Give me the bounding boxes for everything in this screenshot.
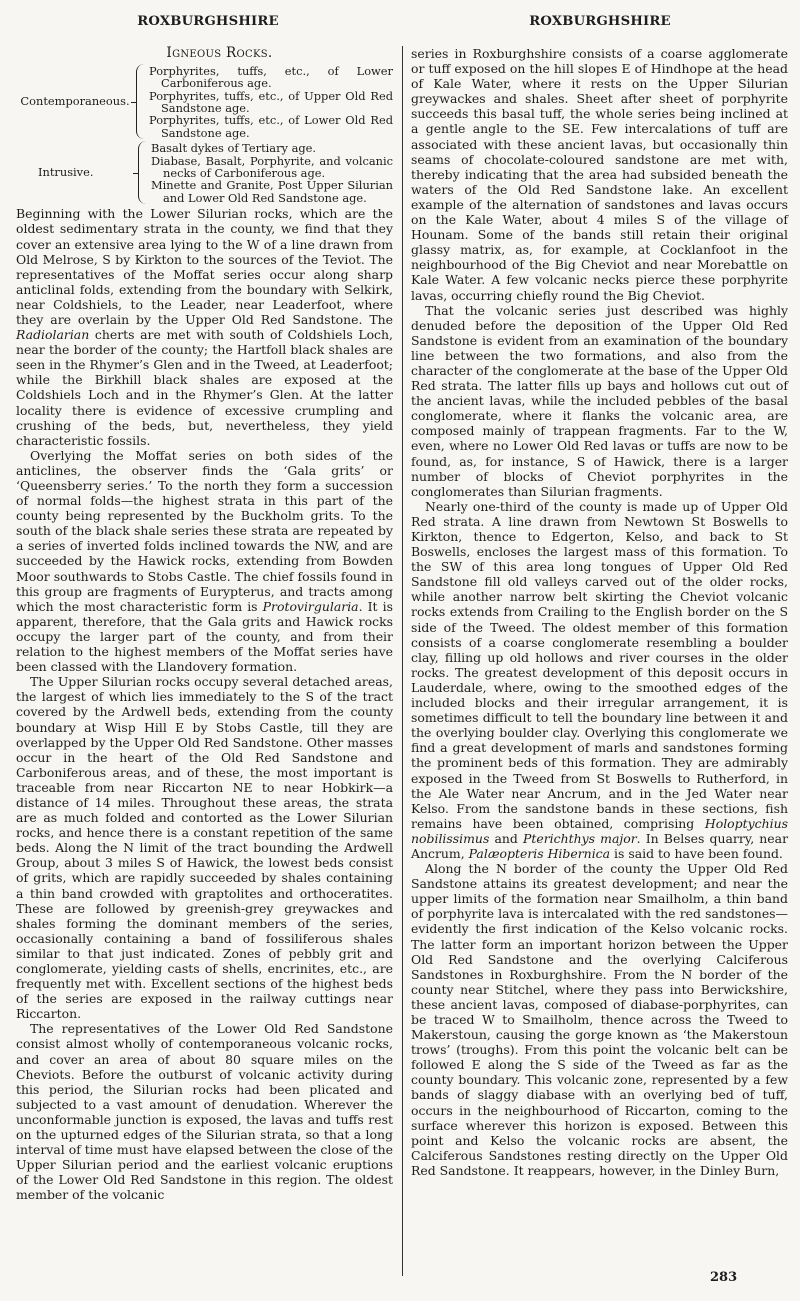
- paragraph-gala-grits: Overlying the Moffat series on both sides of the anticlines, the observer finds the ‘Gala grits’ or ‘Queensberry series.’ To the north they form a succession of normal folds—the highest strata in this part of the county being represented by the Buckholm grits. To the south of the black shale series these strata are repeated by a series of inverted folds inclined towards the NW, and are succeeded by the Hawick rocks, extending from Bowden Moor southwards to Stobs Castle. The chief fossils found in this group are fragments of Eurypterus, and tracts among which the most characteristic form is Protovirgularia. It is apparent, therefore, that the Gala grits and Hawick rocks occupy the larger part of the county, and from their relation to the highest members of the Moffat series have been classed with the Llandovery formation.: [16, 447, 393, 675]
- group-label: Intrusive.: [38, 165, 94, 180]
- igneous-item: Porphyrites, tuffs, etc., of Lower Carboniferous age.: [149, 63, 393, 90]
- igneous-group-intrusive: [16, 141, 393, 204]
- brace-icon: [138, 141, 149, 204]
- paragraph-denudation: That the volcanic series just described was highly denuded before the deposition of the Upper Old Red Sandstone is evident from an examination of the boundary line between the two formations, and also from the character of the conglomerate at the base of the Upper Old Red strata. The latter fills up bays and hollows cut out of the ancient lavas, while the included pebbles of the basal conglomerate, where it flanks the volcanic area, are composed mainly of trappean fragments. Far to the W, even, where no Lower Old Red lavas or tuffs are now to be found, as, for instance, S of Hawick, there is a larger number of blocks of Cheviot porphyrites in the conglomerates than Silurian fragments.: [411, 302, 788, 499]
- group-label: Contemporaneous.: [20, 94, 130, 109]
- column-divider: [402, 46, 403, 1276]
- igneous-rocks-title: Igneous Rocks.: [166, 45, 273, 61]
- igneous-group-contemporaneous: [16, 64, 393, 139]
- paragraph-volcanic-series: series in Roxburghshire consists of a coarse agglomerate or tuff exposed on the hill slopes E of Hindhope at the head of Kale Water, where it rests on the Upper Silurian greywackes and shales. Sheet after sheet of porphyrite succeeds this basal tuff, the whole series being inclined at a gentle angle to the SE. Few intercalations of tuff are associated with these ancient lavas, but occasionally thin seams of chocolate-coloured sandstone are met with, thereby indicating that the area had subsided beneath the waters of the Old Red Sandstone lake. An excellent example of the alternation of sandstones and lavas occurs on the Kale Water, about 4 miles S of the village of Hounam. Some of the bands still retain their original glassy matrix, as, for example, at Cocklanfoot in the neighbourhood of the Big Cheviot and near Morebattle on Kale Water. A few volcanic necks pierce these porphyrite lavas, occurring chiefly round the Big Cheviot.: [411, 46, 788, 303]
- paragraph-lower-silurian: Beginning with the Lower Silurian rocks, which are the oldest sedimentary strata in the county, we find that they cover an extensive area lying to the W of a line drawn from Old Melrose, S by Kirkton to the sources of the Teviot. The representatives of the Moffat series occur along sharp anticlinal folds, extending from the boundary with Selkirk, near Coldshiels, to the Leader, near Leaderfoot, where they are overlain by the Upper Old Red Sandstone. The Radiolarian cherts are met with south of Coldshiels Loch, near the border of the county; the Hartfoll black shales are seen in the Rhymer’s Glen and in the Tweed, at Leaderfoot; while the Birkhill black shales are exposed at the Coldshiels Loch and in the Rhymer’s Glen. At the latter locality there is evidence of excessive crumpling and crushing of the beds, but, nevertheless, they yield characteristic fossils.: [16, 206, 393, 448]
- right-column: [411, 46, 788, 1178]
- paragraph-upper-old-red: Nearly one-third of the county is made up of Upper Old Red strata. A line drawn from Newtown St Boswells to Kirkton, thence to Edgerton, Kelso, and back to St Boswells, encloses the largest mass of this formation. To the SW of this area long tongues of Upper Old Red Sandstone fill old valleys carved out of the older rocks, while another narrow belt skirting the Cheviot volcanic rocks extends from Crailing to the English border on the S side of the Tweed. The oldest member of this formation consists of a coarse conglomerate resembling a boulder clay, filling up old hollows and river courses in the older rocks. The greatest development of this deposit occurs in Lauderdale, where, owing to the smoothed edges of the included blocks and their irregular arrangement, it is sometimes difficult to tell the boundary line between it and the overlying boulder clay. Overlying this conglomerate we find a great development of marls and sandstones forming the prominent beds of this formation. They are admirably exposed in the Tweed from St Boswells to Rutherford, in the Ale Water near Ancrum, and in the Jed Water near Kelso. From the sandstone bands in these sections, fish remains have been obtained, comprising Holoptychius nobilissimus and Pterichthys major. In Belses quarry, near Ancrum, Palæopteris Hibernica is said to have been found.: [411, 498, 789, 861]
- igneous-item: Basalt dykes of Tertiary age.: [151, 140, 317, 155]
- paragraph-kelso-volcanic: Along the N border of the county the Upper Old Red Sandstone attains its greatest development; and near the upper limits of the formation near Smailholm, a thin band of porphyrite lava is intercalated with the red sandstones—evidently the first indication of the Kelso volcanic rocks. The latter form an important horizon between the Upper Old Red Sandstone and the overlying Calciferous Sandstones in Roxburghshire. From the N border of the county near Stitchel, where they pass into Berwickshire, these ancient lavas, composed of diabase-porphyrites, can be traced W to Smailholm, thence across the Tweed to Makerstoun, causing the gorge known as ‘the Makerstoun trows’ (troughs). From this point the volcanic belt can be followed E along the S side of the Tweed as far as the county boundary. This volcanic zone, represented by a few bands of slaggy diabase with an overlying bed of tuff, occurs in the neighbourhood of Riccarton, coming to the surface wherever this horizon is exposed. Between this point and Kelso the volcanic rocks are absent, the Calciferous Sandstones resting directly on the Upper Old Red Sandstone. It reappears, however, in the Dinley Burn,: [411, 861, 788, 1178]
- running-header-left: ROXBURGHSHIRE: [137, 14, 279, 29]
- running-header-right: ROXBURGHSHIRE: [529, 14, 671, 29]
- page-number: 283: [710, 1270, 738, 1285]
- paragraph-lower-old-red: The representatives of the Lower Old Red Sandstone consist almost wholly of contemporaneous volcanic rocks, and cover an area of about 80 square miles on the Cheviots. Before the outburst of volcanic activity during this period, the Silurian rocks had been plicated and subjected to a vast amount of denudation. Wherever the unconformable junction is exposed, the lavas and tuffs rest on the upturned edges of the Silurian strata, so that a long interval of time must have elapsed between the close of the Upper Silurian period and the earliest volcanic eruptions of the Lower Old Red Sandstone in this region. The oldest member of the volcanic: [16, 1021, 393, 1203]
- left-column: [16, 46, 393, 1203]
- brace-icon: [136, 64, 147, 139]
- igneous-item: Porphyrites, tuffs, etc., of Lower Old Red Sandstone age.: [149, 113, 393, 140]
- igneous-item: Diabase, Basalt, Porphyrite, and volcanic necks of Carboniferous age.: [151, 153, 393, 180]
- paragraph-upper-silurian: The Upper Silurian rocks occupy several detached areas, the largest of which lies immediately to the S of the tract covered by the Ardwell beds, extending from the county boundary at Wisp Hill E by Stobs Castle, till they are overlapped by the Upper Old Red Sandstone. Other masses occur in the heart of the Old Red Sandstone and Carboniferous areas, and of these, the most important is traceable from near Riccarton NE to near Hobkirk—a distance of 14 miles. Throughout these areas, the strata are as much folded and contorted as the Lower Silurian rocks, and hence there is a constant repetition of the same beds. Along the N limit of the tract bounding the Ardwell Group, about 3 miles S of Hawick, the lowest beds consist of grits, which are rapidly succeeded by shales containing a thin band crowded with graptolites and orthoceratites. These are followed by greenish-grey greywackes and shales forming the dominant members of the series, occasionally containing a band of fossiliferous shales similar to that just indicated. Zones of pebbly grit and conglomerate, yielding casts of shells, encrinites, etc., are frequently met with. Excellent sections of the highest beds of the series are exposed in the railway cuttings near Riccarton.: [16, 674, 393, 1022]
- igneous-item: Porphyrites, tuffs, etc., of Upper Old Red Sandstone age.: [149, 88, 393, 115]
- igneous-item: Minette and Granite, Post Upper Silurian and Lower Old Red Sandstone age.: [151, 178, 393, 205]
